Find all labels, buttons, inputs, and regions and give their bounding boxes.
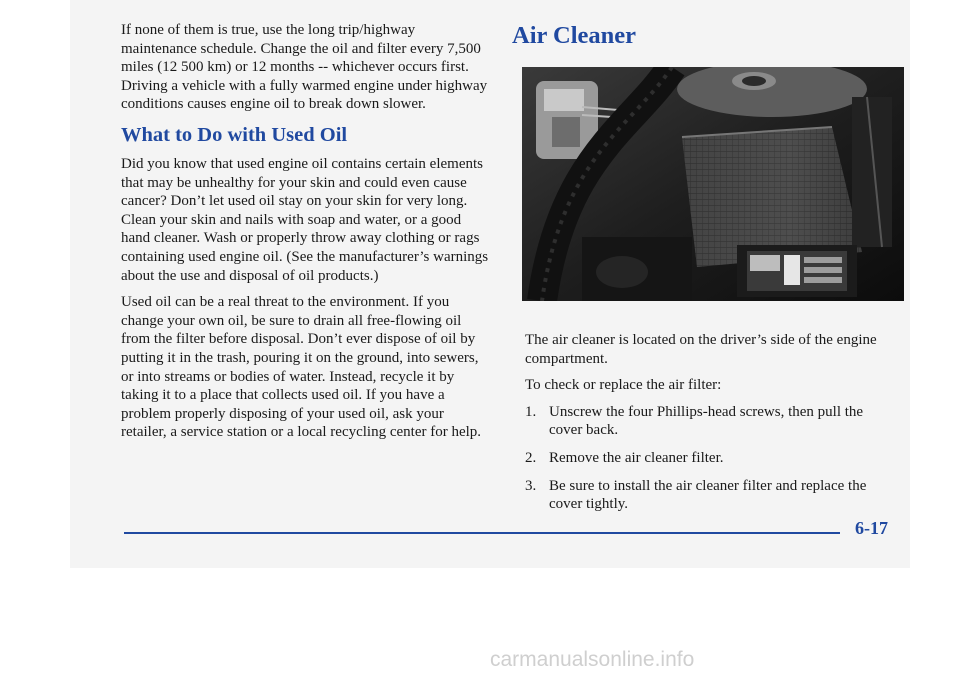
- instructions-intro: To check or replace the air filter:: [525, 377, 722, 394]
- steps-list: [512, 403, 897, 514]
- step-number: 1.: [525, 403, 537, 420]
- location-paragraph: The air cleaner is located on the driver’s side of the engine compartment.: [525, 332, 877, 367]
- intro-paragraph: If none of them is true, use the long trip/highway maintenance schedule. Change the oil and filter every 7,500 miles (12 500 km) or 12 months -- whichever occurs first. Driving a vehicle with a fully warmed engine under highway conditions causes engine oil to break down slower.: [121, 22, 488, 113]
- step-number: 2.: [525, 449, 537, 466]
- right-column: [512, 21, 897, 523]
- used-oil-paragraph-1: Did you know that used engine oil contains certain elements that may be unhealthy for your skin and could even cause cancer? Don’t let used oil stay on your skin for very long. Clean your skin and nails with soap and water, or a good hand cleaner. Wash or properly throw away clothing or rags containing used engine oil. (See the manufacturer’s warnings about the use and disposal of oil products.): [121, 155, 489, 284]
- engine-air-cleaner-photo: [522, 67, 904, 301]
- step-text: Be sure to install the air cleaner filter and replace the cover tightly.: [549, 477, 867, 513]
- air-cleaner-title: Air Cleaner: [512, 22, 637, 49]
- used-oil-paragraph-2: Used oil can be a real threat to the environment. If you change your own oil, be sure to drain all free-flowing oil from the filter before disposal. Don’t ever dispose of oil by putting it in the trash, pouring it on the ground, into sewers, or into streams or bodies of water. Instead, recycle it by taking it to a place that collects used oil. If you have a problem properly disposing of your used oil, ask your retailer, a service station or a local recycling center for help.: [121, 294, 482, 441]
- list-item: [512, 477, 897, 514]
- step-number: 3.: [525, 477, 537, 494]
- step-text: Unscrew the four Phillips-head screws, then pull the cover back.: [549, 403, 864, 439]
- list-item: [512, 403, 897, 440]
- used-oil-heading: What to Do with Used Oil: [121, 123, 348, 146]
- footer-rule: [124, 532, 840, 534]
- watermark: carmanualsonline.info: [490, 648, 695, 671]
- step-text: Remove the air cleaner filter.: [549, 449, 724, 466]
- left-column: [121, 21, 491, 450]
- page-number: 6-17: [855, 518, 888, 538]
- list-item: [512, 449, 897, 468]
